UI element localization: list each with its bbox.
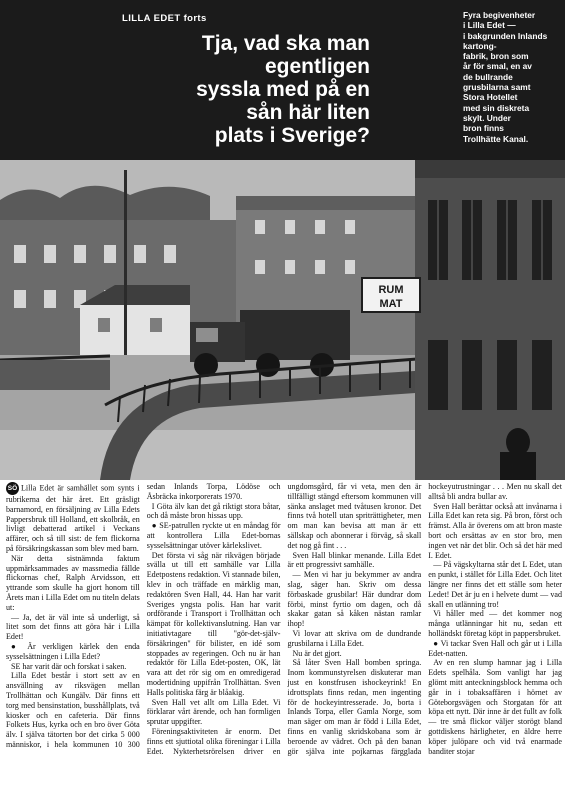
article-paragraph: Sven Hall blinkar menande. Lilla Edet är ett progressivt samhälle. <box>287 550 422 570</box>
section-kicker: LILLA EDET forts <box>122 13 207 24</box>
article-paragraph: När detta sistnämnda faktum uppmärksammades av massmedia fällde flickornas chef, Ralph Arvidsson, ett yttrande som skulle ha gjort honom till Årets man i Lilla Edet om nu titeln delats ut: <box>6 553 140 612</box>
article-paragraph: Sven Hall berättar också att invånarna i Lilla Edet kan reta sig. På bron, först och främst. Alla är överens om att bron maste bort och ersättas av en stor bro, men ingen vet när det blir. Och så det här med I. Edet. <box>428 501 562 560</box>
article-paragraph: Vi lovar att skriva om de dundrande grusbilarna i Lilla Edet. <box>287 628 422 648</box>
article-paragraph: Lilla Edet består i stort sett av en ansvällning av riksvägen mellan Trollhättan och Kungälv. Där finns ett torg med bensinstation, busshållplats, två kiosker och en cafeteria. Där finns Folkets Hus, kyrka och en bro över Göta älv. I själva tätorten bor det cirka 5 000 människor, i hela kommunen 10 300 sedan Inlands Torpa, Lödöse och Åsbräcka inkorporerats 1970. <box>6 482 281 749</box>
article-paragraph: Så låter Sven Hall bomben springa. Inom kommunstyrelsen diskuterar man just en konstfrusen ishockeyrink! En idrottsplats finns redan, men ingenting för de hockeyintresserade. Jo, borta i Inlands Torpa, eller Gamla Norge, som man säger om man är född i Lilla Edet, finns en vanlig skridskobana som är beroende av vädret. Och på den banan gör själva inte pojkarnas färgglada hockeyutrustningar . . . Men nu skall det alltså bli andra bullar av. <box>287 482 562 756</box>
article-paragraph: ● Är verkligen kärlek den enda sysselsättningen i Lilla Edet? <box>6 641 140 661</box>
lamp-post <box>124 170 127 380</box>
article-body <box>6 482 562 796</box>
headline: Tja, vad ska man egentligen syssla med på en sån här liten plats i Sverige? <box>196 32 370 147</box>
article-paragraph: Sven Hall vet allt om Lilla Edet. Vi förklarar vårt ärende, och han formligen sprutar uppgifter. <box>146 697 281 727</box>
article-paragraph: SE har varit där och forskat i saken. <box>11 661 127 671</box>
article-paragraph: I Göta älv kan det gå riktigt stora båtar, och då måste bron hissas upp. <box>146 501 281 521</box>
article-paragraph: Vi håller med — det kommer nog många utlänningar hit nu, sedan ett holländskt företag köpt in pappersbruket. <box>428 609 562 638</box>
header-band <box>0 0 565 160</box>
se-logo-icon: SÖ <box>6 482 19 495</box>
sign-line1: RUM <box>378 284 404 296</box>
stora-hotellet <box>415 160 565 480</box>
paragraph-text: Lilla Edet är samhället som synts i rubrikerna det här året. Ett gräsligt barnamord, en försäljning av Lilla Edets Pappersbruk till Holland, ett skolbråk, en livligt debatterad artikel i Veckans affärer, och så till sist: de fem flickorna på försäkringskassan som blev med barn. <box>6 483 140 553</box>
article-paragraph: — Men vi har ju bekymmer av andra slag, säger han. Skriv om dessa förbaskade grusbilar! Här dundrar dom förbi, minst fyrtio om dagen, och då skakar gatan så kåken nästan ramlar ihop! <box>287 570 422 629</box>
article-paragraph: Av en ren slump hamnar jag i Lilla Edets spelhåla. Som vanligt har jag glömt mitt anteckningsblock hemma och går in i tobaksaffären i hörnet av Göteborgsvägen och Storgatan för att köpa ett nytt. Där inne är det fullt av folk — tre små flickor väljer storögt bland gottdiskens härligheter, en äldre herre köper julöpare och vid två enarmade banditer stojar <box>428 658 562 756</box>
article-paragraph: Nu är det gjort. <box>292 648 342 658</box>
article-paragraph: — Ja, det är väl inte så underligt, så litet som det finns att göra här i Lilla Edet! <box>6 612 140 642</box>
article-paragraph: Det första vi såg när rikvägen började svälla ut till ett samhälle var Lilla Edetpostens redaktion. Vi stannade bilen, klev in och träffade en märklig man, redaktören Sven Hall, 44. Han har varit Sveriges yngsta polis. Han har varit ordförande i Transport i Trollhättan och kämpat för kollektivanslutning. Han var initiativtagare till "gör-det-själv-försäkringen" för bilister, en idé som stoppades av regeringen. Och nu är han redaktör för Lilla Edet-posten, OK, lät vara att det rör sig om en omredigerad modertidning uppifrån Trollhättan. Sven Halls politiska färg är blåakig. <box>146 550 281 697</box>
photo-caption: Fyra begivenheter i Lilla Edet — i bakgrunden Inlands kartong- fabrik, bron som år för smal, en av de bullrande grusbilarna samt Stora Hotellet med sin diskreta skylt. Under bron finns Trollhätte Kanal. <box>463 10 548 144</box>
article-paragraph: ● SE-patrullen ryckte ut en måndag för att kontrollera Lilla Edet-bornas sysselsättningar utöver kärlekslivet. <box>146 521 281 550</box>
sign-line2: MAT <box>379 298 403 310</box>
hotel-sign <box>362 278 420 312</box>
article-paragraph: — På vägskyltarna står det L Edet, utan en punkt, i stället för Lilla Edet. Och litet längre ner finns det ett ställe som heter Ledet! Det är ju en i helvete dumt — vad skall en utlänning tro! <box>428 560 562 609</box>
article-paragraph <box>6 482 140 554</box>
article-paragraph: Föreningsaktiviteten är enorm. Det finns ett sjuttiotal olika föreningar i Lilla Edet. Nykterhetsrörelsen driver en ungdomsgård, får vi veta, men den är tillfälligt stängd eftersom kommunen vill sänka anslaget med tvåtusen kronor. Det finns två hotell utan spriträttigheter, men om man kan bevisa att man är ett sällskap och abonnerar i förväg, så skall det nog gå fint . . . <box>146 482 422 756</box>
street-photo <box>0 160 565 480</box>
white-house <box>80 305 190 355</box>
article-paragraph: ● Vi tackar Sven Hall och går ut i Lilla Edet-natten. <box>428 638 562 658</box>
